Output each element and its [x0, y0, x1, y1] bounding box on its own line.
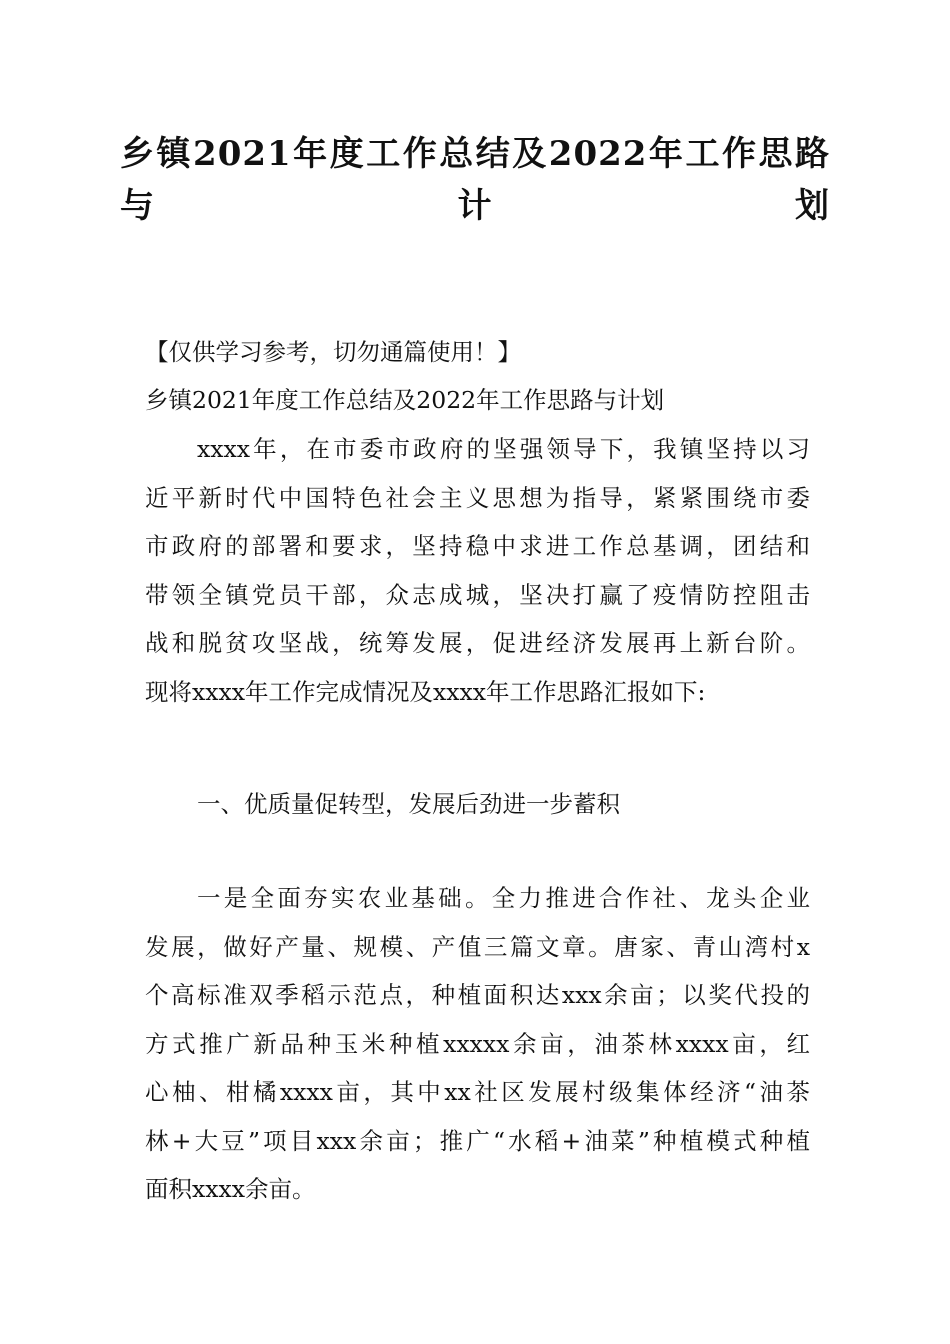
paragraph-line: 带领全镇党员干部，众志成城，坚决打赢了疫情防控阻击: [145, 580, 810, 609]
title-line: 与计划: [120, 186, 830, 226]
intro-paragraph: [145, 425, 810, 716]
notice-text: 【仅供学习参考，切勿通篇使用！】: [145, 338, 521, 366]
paragraph-line: 一是全面夯实农业基础。全力推进合作社、龙头企业: [197, 884, 810, 912]
paragraph-line: 市政府的部署和要求，坚持稳中求进工作总基调，团结和: [145, 532, 810, 560]
paragraph-line: 现将xxxx年工作完成情况及xxxx年工作思路汇报如下:: [145, 677, 706, 706]
section-heading: [145, 780, 810, 829]
paragraph-line: 方式推广新品种玉米种植xxxxx余亩，油茶林xxxx亩，红: [145, 1029, 810, 1058]
subtitle-text: 乡镇2021年度工作总结及2022年工作思路与计划: [145, 386, 665, 414]
paragraph-line: 发展，做好产量、规模、产值三篇文章。唐家、青山湾村x: [145, 932, 810, 961]
paragraph-line: 面积xxxx余亩。: [145, 1175, 316, 1203]
paragraph-line: xxxx年，在市委市政府的坚强领导下，我镇坚持以习: [197, 435, 810, 463]
paragraph-line: 近平新时代中国特色社会主义思想为指导，紧紧围绕市委: [145, 483, 810, 512]
document-title: [120, 128, 830, 232]
paragraph-line: 战和脱贫攻坚战，统筹发展，促进经济发展再上新台阶。: [145, 629, 810, 657]
paragraph-line: 林+大豆”项目xxx余亩；推广“水稻+油菜”种植模式种植: [145, 1126, 810, 1155]
document-subtitle: [145, 376, 810, 425]
title-line: 乡镇2021年度工作总结及2022年工作思路: [120, 134, 830, 174]
paragraph-line: 个高标准双季稻示范点，种植面积达xxx余亩；以奖代投的: [145, 981, 810, 1009]
section-paragraph: [145, 874, 810, 1214]
paragraph-line: 心柚、柑橘xxxx亩，其中xx社区发展村级集体经济“油茶: [145, 1078, 810, 1106]
usage-notice: [145, 328, 810, 377]
section-heading-text: 一、优质量促转型，发展后劲进一步蓄积: [197, 790, 620, 818]
